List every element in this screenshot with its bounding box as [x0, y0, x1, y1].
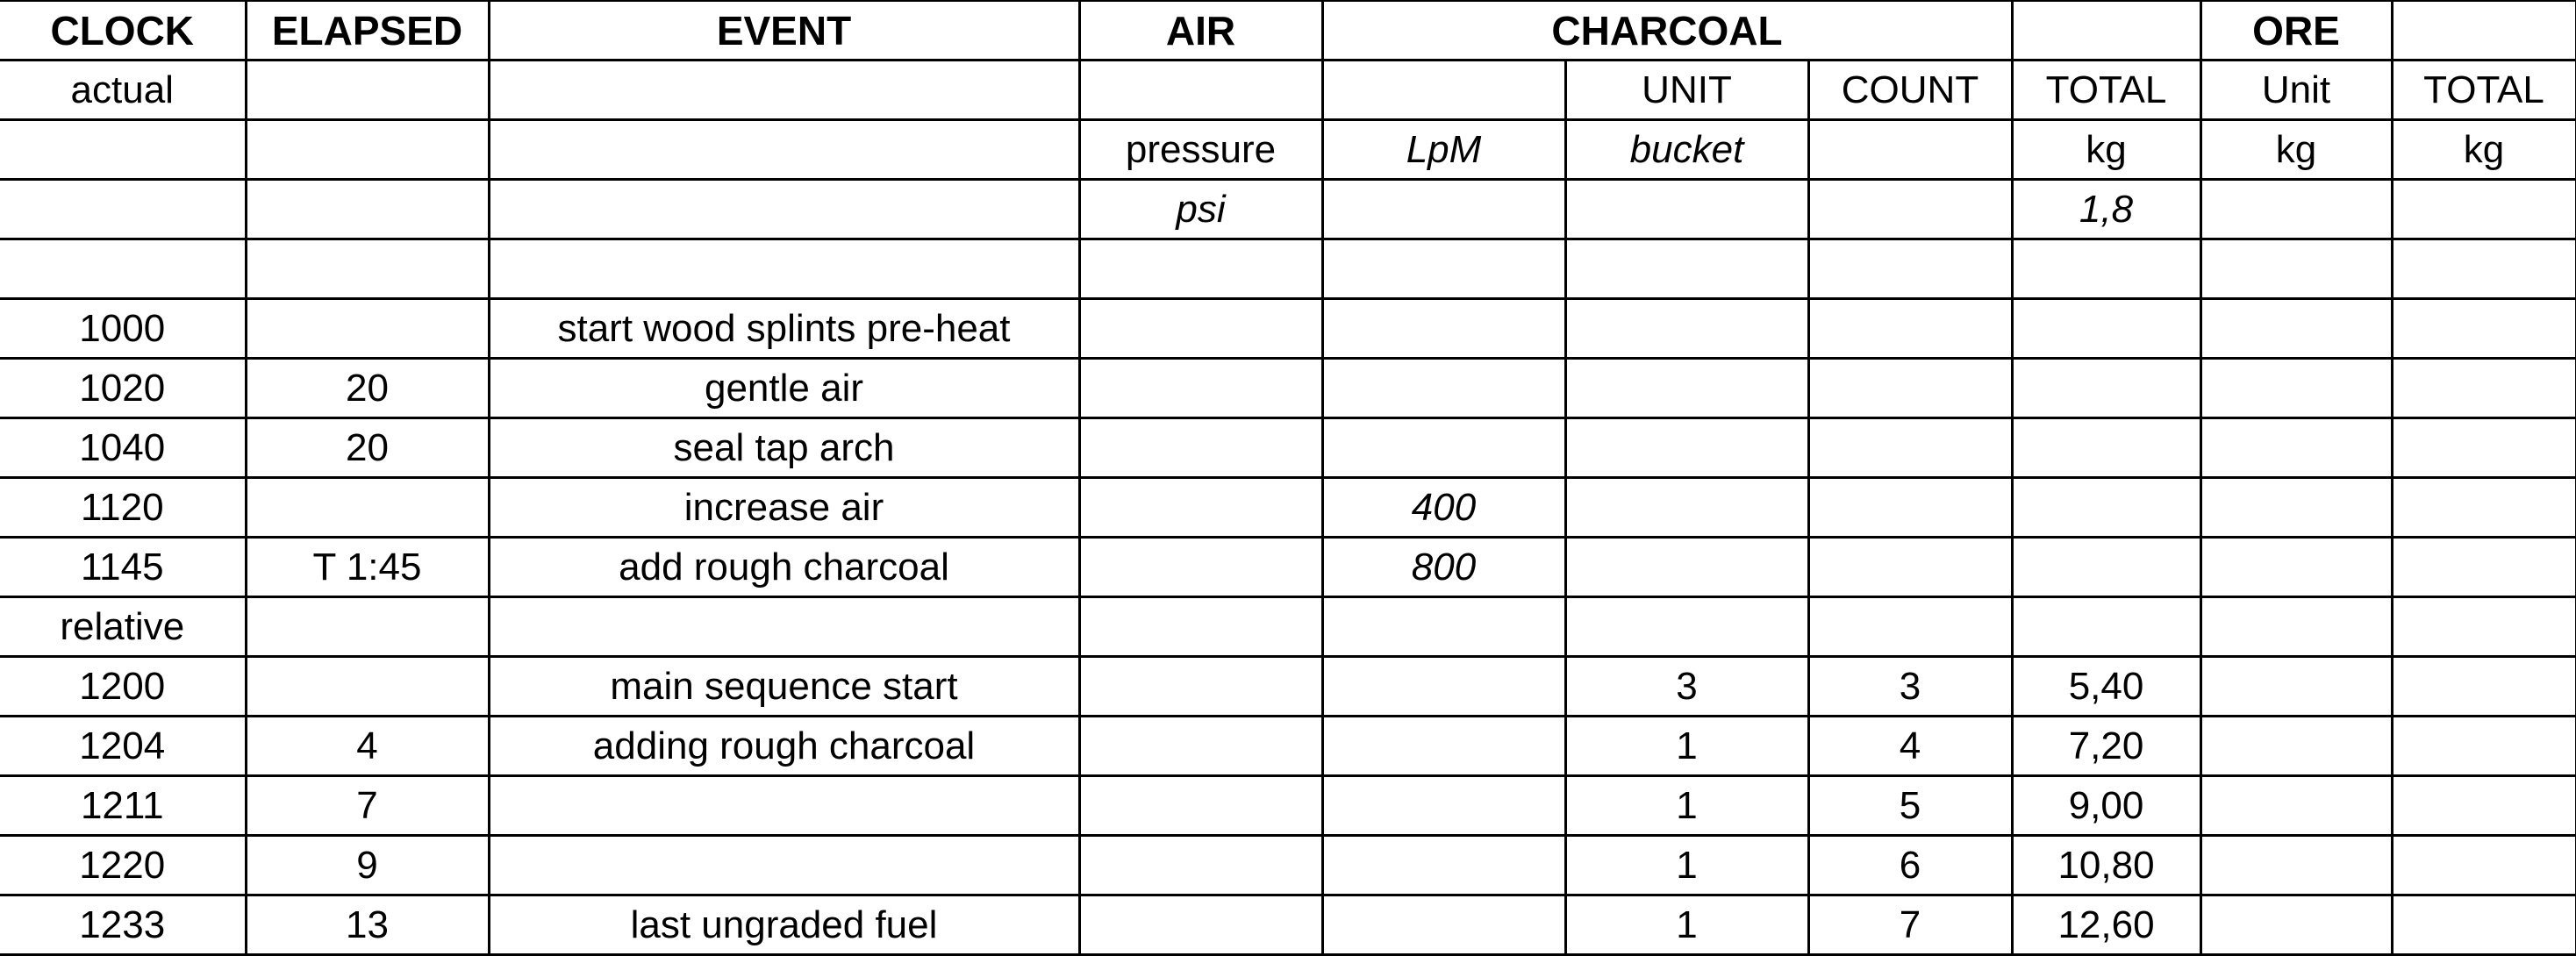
elapsed-cell[interactable]: 20: [246, 359, 489, 418]
charcoal-unit-cell[interactable]: 1: [1565, 836, 1808, 895]
clock-cell[interactable]: 1145: [0, 538, 246, 597]
ore-total-cell[interactable]: [2392, 359, 2576, 418]
ore-unit-cell[interactable]: [2200, 657, 2392, 717]
cell[interactable]: [246, 239, 489, 299]
empty-header-cell[interactable]: [2392, 1, 2576, 61]
event-cell[interactable]: seal tap arch: [489, 418, 1079, 478]
elapsed-cell[interactable]: 13: [246, 895, 489, 955]
charcoal-count-cell[interactable]: [1808, 299, 2012, 359]
charcoal-count-cell[interactable]: [1808, 538, 2012, 597]
charcoal-count-cell[interactable]: 6: [1808, 836, 2012, 895]
table-row: [0, 597, 2576, 657]
air-pressure-cell[interactable]: [1079, 776, 1322, 836]
ore-total-cell[interactable]: [2392, 836, 2576, 895]
cell[interactable]: [2392, 180, 2576, 239]
ore-total-cell[interactable]: [2392, 418, 2576, 478]
air-flow-cell[interactable]: [1322, 895, 1565, 955]
air-pressure-cell[interactable]: [1079, 418, 1322, 478]
clock-cell[interactable]: 1220: [0, 836, 246, 895]
charcoal-unit-cell[interactable]: [1565, 538, 1808, 597]
air-pressure-cell[interactable]: [1079, 538, 1322, 597]
ore-unit-cell[interactable]: [2200, 776, 2392, 836]
charcoal-total-cell[interactable]: [2012, 538, 2200, 597]
ore-total-unit[interactable]: kg: [2392, 120, 2576, 180]
table-row: [0, 776, 2576, 836]
sheet-body: [0, 1, 2576, 955]
clock-cell[interactable]: 1211: [0, 776, 246, 836]
table-row: [0, 299, 2576, 359]
cell[interactable]: [1322, 61, 1565, 120]
ore-unit-cell[interactable]: [2200, 836, 2392, 895]
air-pressure-cell[interactable]: [1079, 359, 1322, 418]
cell[interactable]: [0, 120, 246, 180]
ore-unit-cell[interactable]: [2200, 359, 2392, 418]
cell[interactable]: [1079, 239, 1322, 299]
table-row: [0, 657, 2576, 717]
cell[interactable]: [1565, 180, 1808, 239]
event-cell[interactable]: adding rough charcoal: [489, 717, 1079, 776]
cell[interactable]: [2200, 239, 2392, 299]
charcoal-unit-cell[interactable]: 1: [1565, 717, 1808, 776]
table-row: [0, 359, 2576, 418]
table-row: [0, 418, 2576, 478]
event-cell[interactable]: [489, 597, 1079, 657]
cell[interactable]: [1079, 61, 1322, 120]
event-cell[interactable]: main sequence start: [489, 657, 1079, 717]
charcoal-total-cell[interactable]: 12,60: [2012, 895, 2200, 955]
charcoal-count-cell[interactable]: [1808, 478, 2012, 538]
elapsed-cell[interactable]: 20: [246, 418, 489, 478]
charcoal-total-cell[interactable]: [2012, 418, 2200, 478]
clock-cell[interactable]: 1020: [0, 359, 246, 418]
charcoal-total-cell[interactable]: 7,20: [2012, 717, 2200, 776]
cell[interactable]: [246, 120, 489, 180]
table-row: [0, 478, 2576, 538]
ore-total-cell[interactable]: [2392, 895, 2576, 955]
ore-total-cell[interactable]: [2392, 776, 2576, 836]
table-row: [0, 895, 2576, 955]
ore-header[interactable]: ORE: [2200, 1, 2392, 61]
cell[interactable]: [0, 239, 246, 299]
cell[interactable]: [246, 61, 489, 120]
ore-unit-subheader[interactable]: Unit: [2200, 61, 2392, 120]
cell[interactable]: [1808, 180, 2012, 239]
charcoal-total-cell[interactable]: [2012, 299, 2200, 359]
air-pressure-cell[interactable]: [1079, 299, 1322, 359]
air-header[interactable]: AIR: [1079, 1, 1322, 61]
unit-details-row: [0, 180, 2576, 239]
event-cell[interactable]: last ungraded fuel: [489, 895, 1079, 955]
clock-cell[interactable]: 1200: [0, 657, 246, 717]
charcoal-total-cell[interactable]: 5,40: [2012, 657, 2200, 717]
charcoal-unit-subheader[interactable]: UNIT: [1565, 61, 1808, 120]
elapsed-cell[interactable]: T 1:45: [246, 538, 489, 597]
clock-cell[interactable]: 1233: [0, 895, 246, 955]
ore-unit-cell[interactable]: [2200, 895, 2392, 955]
charcoal-unit-cell[interactable]: [1565, 597, 1808, 657]
air-pressure-cell[interactable]: [1079, 717, 1322, 776]
charcoal-count-cell[interactable]: 3: [1808, 657, 2012, 717]
charcoal-count-cell[interactable]: [1808, 597, 2012, 657]
elapsed-cell[interactable]: 7: [246, 776, 489, 836]
charcoal-header[interactable]: CHARCOAL: [1322, 1, 2012, 61]
ore-unit-cell[interactable]: [2200, 418, 2392, 478]
charcoal-unit-cell[interactable]: [1565, 299, 1808, 359]
air-pressure-cell[interactable]: [1079, 597, 1322, 657]
charcoal-count-cell[interactable]: [1808, 359, 2012, 418]
subheader-row: [0, 61, 2576, 120]
air-flow-cell[interactable]: 800: [1322, 538, 1565, 597]
air-flow-cell[interactable]: 400: [1322, 478, 1565, 538]
charcoal-total-subheader[interactable]: TOTAL: [2012, 61, 2200, 120]
charcoal-total-unit[interactable]: kg: [2012, 120, 2200, 180]
charcoal-unit-measure[interactable]: bucket: [1565, 120, 1808, 180]
air-flow-cell[interactable]: [1322, 299, 1565, 359]
event-cell[interactable]: add rough charcoal: [489, 538, 1079, 597]
air-flow-cell[interactable]: [1322, 418, 1565, 478]
cell[interactable]: [1322, 239, 1565, 299]
elapsed-header[interactable]: ELAPSED: [246, 1, 489, 61]
event-cell[interactable]: gentle air: [489, 359, 1079, 418]
air-pressure-cell[interactable]: [1079, 895, 1322, 955]
charcoal-total-cell[interactable]: [2012, 597, 2200, 657]
charcoal-count-cell[interactable]: 4: [1808, 717, 2012, 776]
clock-header[interactable]: CLOCK: [0, 1, 246, 61]
air-flow-cell[interactable]: [1322, 657, 1565, 717]
clock-cell[interactable]: relative: [0, 597, 246, 657]
event-header[interactable]: EVENT: [489, 1, 1079, 61]
ore-unit-measure[interactable]: kg: [2200, 120, 2392, 180]
clock-cell[interactable]: 1204: [0, 717, 246, 776]
ore-total-cell[interactable]: [2392, 478, 2576, 538]
ore-unit-cell[interactable]: [2200, 478, 2392, 538]
clock-cell[interactable]: 1120: [0, 478, 246, 538]
clock-mode-actual[interactable]: actual: [0, 61, 246, 120]
ore-total-cell[interactable]: [2392, 717, 2576, 776]
air-flow-cell[interactable]: [1322, 597, 1565, 657]
table-row: [0, 717, 2576, 776]
elapsed-cell[interactable]: [246, 657, 489, 717]
event-cell[interactable]: increase air: [489, 478, 1079, 538]
charcoal-unit-cell[interactable]: 1: [1565, 895, 1808, 955]
charcoal-unit-cell[interactable]: [1565, 478, 1808, 538]
event-cell[interactable]: start wood splints pre-heat: [489, 299, 1079, 359]
elapsed-cell[interactable]: [246, 597, 489, 657]
air-pressure-cell[interactable]: [1079, 836, 1322, 895]
air-pressure-psi[interactable]: psi: [1079, 180, 1322, 239]
elapsed-cell[interactable]: [246, 299, 489, 359]
cell[interactable]: [2392, 239, 2576, 299]
elapsed-cell[interactable]: 9: [246, 836, 489, 895]
ore-total-cell[interactable]: [2392, 597, 2576, 657]
units-row: [0, 120, 2576, 180]
cell[interactable]: [0, 180, 246, 239]
cell[interactable]: [489, 120, 1079, 180]
event-cell[interactable]: [489, 776, 1079, 836]
clock-cell[interactable]: 1000: [0, 299, 246, 359]
cell[interactable]: [489, 239, 1079, 299]
clock-cell[interactable]: 1040: [0, 418, 246, 478]
charcoal-total-cell[interactable]: 10,80: [2012, 836, 2200, 895]
ore-total-cell[interactable]: [2392, 538, 2576, 597]
cell[interactable]: [489, 61, 1079, 120]
charcoal-count-cell[interactable]: 5: [1808, 776, 2012, 836]
air-pressure-unit[interactable]: pressure: [1079, 120, 1322, 180]
charcoal-count-cell[interactable]: 7: [1808, 895, 2012, 955]
cell[interactable]: [489, 180, 1079, 239]
air-flow-cell[interactable]: [1322, 359, 1565, 418]
blank-row: [0, 239, 2576, 299]
charcoal-total-factor[interactable]: 1,8: [2012, 180, 2200, 239]
charcoal-total-cell[interactable]: [2012, 359, 2200, 418]
cell[interactable]: [246, 180, 489, 239]
event-cell[interactable]: [489, 836, 1079, 895]
cell[interactable]: [1808, 120, 2012, 180]
empty-header-cell[interactable]: [2012, 1, 2200, 61]
air-flow-cell[interactable]: [1322, 717, 1565, 776]
charcoal-unit-cell[interactable]: [1565, 359, 1808, 418]
air-pressure-cell[interactable]: [1079, 657, 1322, 717]
ore-total-subheader[interactable]: TOTAL: [2392, 61, 2576, 120]
charcoal-count-cell[interactable]: [1808, 418, 2012, 478]
table-row: [0, 538, 2576, 597]
ore-total-cell[interactable]: [2392, 299, 2576, 359]
air-flow-cell[interactable]: [1322, 836, 1565, 895]
charcoal-unit-cell[interactable]: 3: [1565, 657, 1808, 717]
elapsed-cell[interactable]: [246, 478, 489, 538]
air-flow-cell[interactable]: [1322, 776, 1565, 836]
cell[interactable]: [1565, 239, 1808, 299]
charcoal-total-cell[interactable]: [2012, 478, 2200, 538]
cell[interactable]: [1322, 180, 1565, 239]
ore-unit-cell[interactable]: [2200, 538, 2392, 597]
air-flow-unit[interactable]: LpM: [1322, 120, 1565, 180]
charcoal-total-cell[interactable]: 9,00: [2012, 776, 2200, 836]
ore-unit-cell[interactable]: [2200, 597, 2392, 657]
header-row: [0, 1, 2576, 61]
charcoal-unit-cell[interactable]: [1565, 418, 1808, 478]
cell[interactable]: [2200, 180, 2392, 239]
ore-unit-cell[interactable]: [2200, 717, 2392, 776]
ore-unit-cell[interactable]: [2200, 299, 2392, 359]
cell[interactable]: [2012, 239, 2200, 299]
air-pressure-cell[interactable]: [1079, 478, 1322, 538]
charcoal-unit-cell[interactable]: 1: [1565, 776, 1808, 836]
cell[interactable]: [1808, 239, 2012, 299]
table-row: [0, 836, 2576, 895]
ore-total-cell[interactable]: [2392, 657, 2576, 717]
charcoal-count-subheader[interactable]: COUNT: [1808, 61, 2012, 120]
elapsed-cell[interactable]: 4: [246, 717, 489, 776]
